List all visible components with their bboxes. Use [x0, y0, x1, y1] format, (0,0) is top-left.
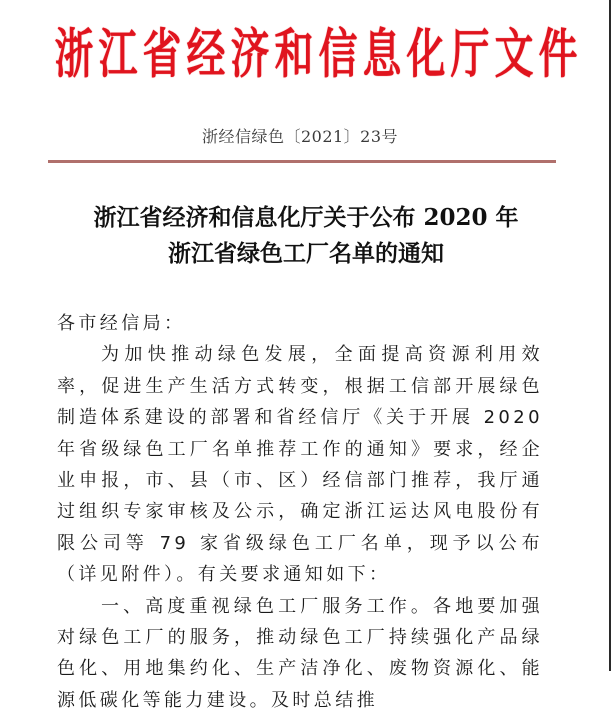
issuer-header-char: 化	[406, 23, 446, 85]
issuer-header-char: 浙	[54, 23, 94, 85]
body-paragraph: 一、高度重视绿色工厂服务工作。各地要加强对绿色工厂的服务，推动绿色工厂持续强化产品绿色化、用地集约化、生产洁净化、废物资源化、能源低碳化等能力建设。及时总结推	[57, 595, 543, 711]
issuer-header-char: 文	[494, 23, 534, 85]
salutation: 各市经信局：	[57, 313, 186, 334]
document-number: 浙经信绿色〔2021〕23号	[201, 127, 399, 146]
document-body	[57, 308, 543, 716]
issuer-header-char: 厅	[450, 23, 490, 85]
issuer-header-char: 经	[186, 23, 226, 85]
issuer-header	[52, 22, 578, 88]
issuer-header-char: 信	[318, 23, 358, 85]
document-title	[0, 200, 612, 272]
issuer-header-char: 省	[142, 23, 182, 85]
document-title-line-1: 浙江省经济和信息化厅关于公布 2020 年	[93, 204, 519, 231]
issuer-header-char: 江	[98, 23, 138, 85]
issuer-header-char: 息	[362, 23, 402, 85]
issuer-header-char: 和	[274, 23, 314, 85]
header-divider	[48, 160, 556, 163]
page-edge-border	[609, 0, 611, 671]
issuer-header-char: 件	[538, 23, 578, 85]
document-title-line-2: 浙江省绿色工厂名单的通知	[168, 240, 444, 267]
issuer-header-char: 济	[230, 23, 270, 85]
body-paragraph: 为加快推动绿色发展，全面提高资源利用效率，促进生产生活方式转变，根据工信部开展绿色制造体系建设的部署和省经信厅《关于开展 2020 年省级绿色工厂名单推荐工作的通知》要求，经企业申报，市、县（市、区）经信部门推荐，我厅通过组织专家审核及公示，确定浙江运达风电股份有限公司等 79 家省级绿色工厂名单，现予以公布（详见附件）。有关要求通知如下：	[57, 344, 543, 586]
